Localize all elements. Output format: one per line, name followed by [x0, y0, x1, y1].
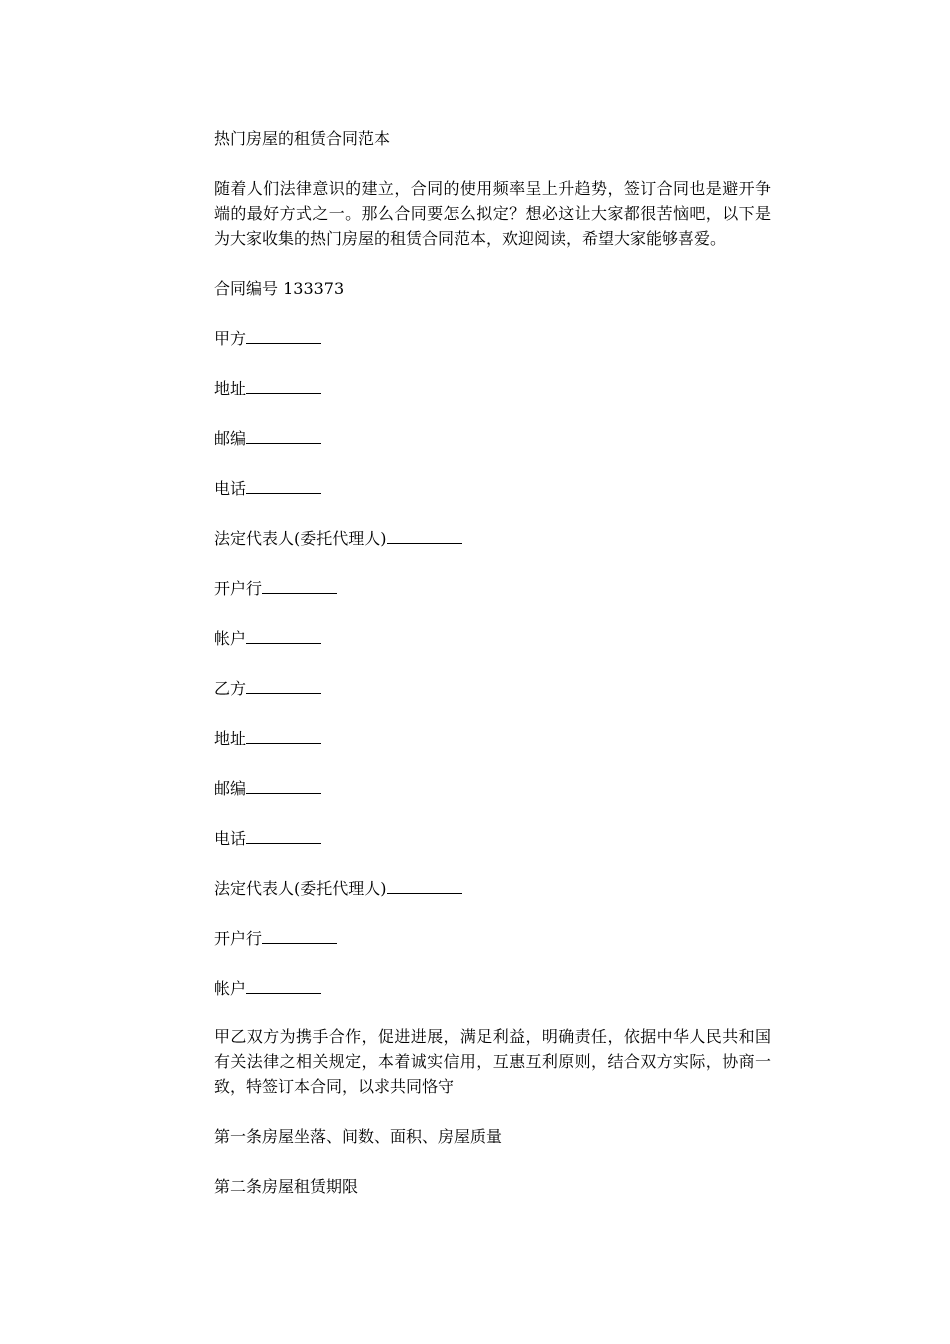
contract-number: 合同编号 133373: [214, 279, 345, 298]
fill-blank[interactable]: [246, 479, 321, 494]
party-b-postcode-field: 邮编: [181, 776, 804, 801]
article-2-heading: 第二条房屋租赁期限: [214, 1177, 359, 1196]
fill-blank[interactable]: [246, 329, 321, 344]
fill-blank[interactable]: [246, 379, 321, 394]
article-1-heading: 第一条房屋坐落、间数、面积、房屋质量: [214, 1127, 503, 1146]
fill-blank[interactable]: [262, 929, 337, 944]
party-a-address-field: 地址: [181, 376, 804, 401]
party-b-bank-field: 开户行: [181, 926, 804, 951]
party-a-name-field: 甲方: [181, 326, 804, 351]
fill-blank[interactable]: [246, 629, 321, 644]
fill-blank[interactable]: [387, 879, 462, 894]
party-b-name-field: 乙方: [181, 676, 804, 701]
party-a-bank-field: 开户行: [181, 576, 804, 601]
party-b-phone-field: 电话: [181, 826, 804, 851]
preamble-paragraph: 甲乙双方为携手合作，促进进展，满足利益，明确责任，依据中华人民共和国有关法律之相关规定，本着诚实信用，互惠互利原则，结合双方实际，协商一致，特签订本合同，以求共同恪守: [214, 1027, 771, 1096]
fill-blank[interactable]: [262, 579, 337, 594]
fill-blank[interactable]: [246, 979, 321, 994]
fill-blank[interactable]: [246, 729, 321, 744]
party-b-representative-field: 法定代表人(委托代理人): [181, 876, 804, 901]
party-a-representative-field: 法定代表人(委托代理人): [181, 526, 804, 551]
document-title: 热门房屋的租赁合同范本: [214, 129, 391, 148]
fill-blank[interactable]: [246, 429, 321, 444]
fill-blank[interactable]: [246, 679, 321, 694]
party-b-address-field: 地址: [181, 726, 804, 751]
intro-paragraph: 随着人们法律意识的建立，合同的使用频率呈上升趋势，签订合同也是避开争端的最好方式之一。那么合同要怎么拟定？想必这让大家都很苦恼吧，以下是为大家收集的热门房屋的租赁合同范本，欢迎阅读，希望大家能够喜爱。: [214, 179, 771, 248]
fill-blank[interactable]: [246, 779, 321, 794]
party-b-account-field: 帐户: [181, 976, 804, 1001]
party-a-phone-field: 电话: [181, 476, 804, 501]
party-a-postcode-field: 邮编: [181, 426, 804, 451]
fill-blank[interactable]: [387, 529, 462, 544]
fill-blank[interactable]: [246, 829, 321, 844]
party-a-account-field: 帐户: [181, 626, 804, 651]
